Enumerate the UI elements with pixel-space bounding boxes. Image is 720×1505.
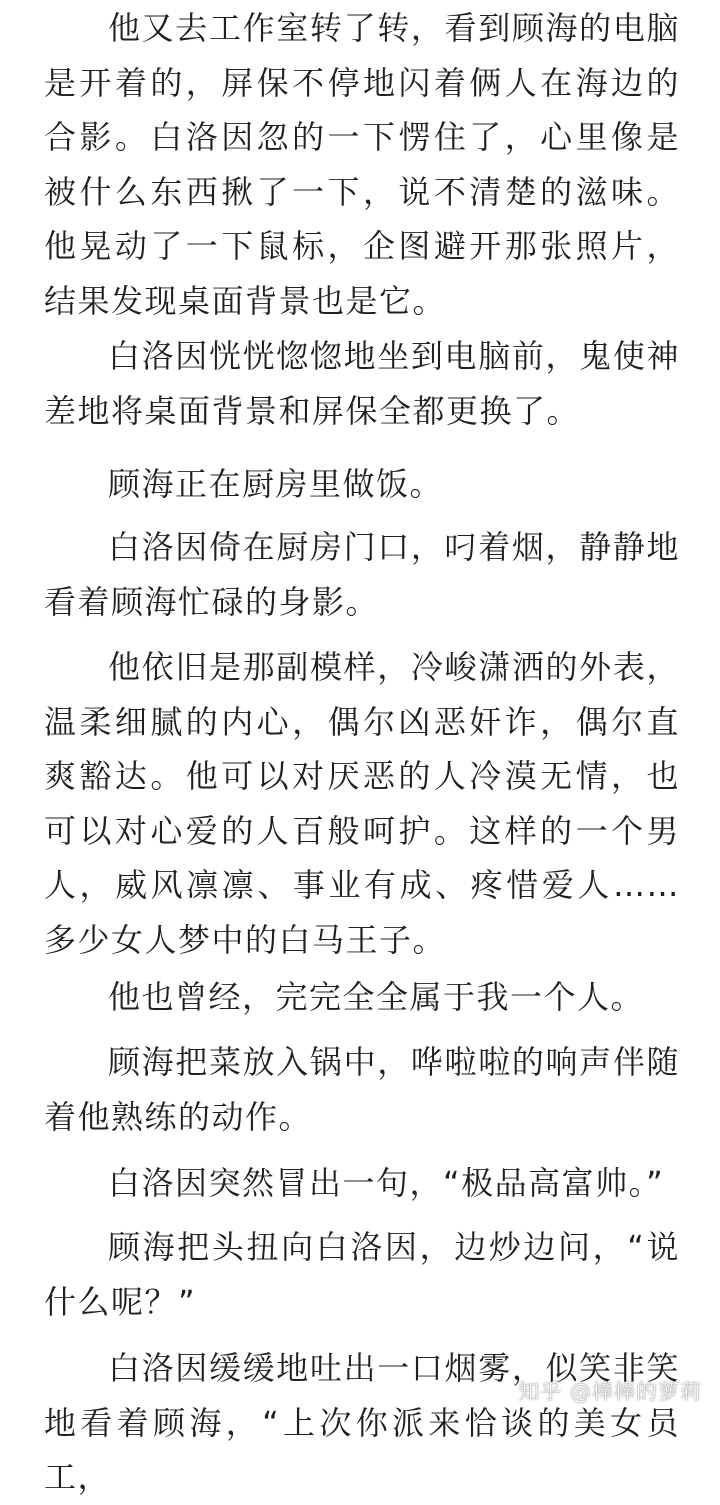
paragraph-6: 他也曾经，完完全全属于我一个人。 — [108, 978, 645, 1016]
paragraph-4: 白洛因倚在厨房门口，叼着烟，静静地看着顾海忙碌的身影。 — [44, 528, 680, 621]
watermark: 知乎 @棒棒的萝莉 — [518, 1380, 702, 1404]
paragraph-8: 白洛因突然冒出一句，“极品高富帅。” — [108, 1164, 665, 1202]
paragraph-10: 白洛因缓缓地吐出一口烟雾，似笑非笑地看着顾海，“上次你派来恰谈的美女员工， — [44, 1349, 680, 1496]
paragraph-2: 白洛因恍恍惚惚地坐到电脑前，鬼使神差地将桌面背景和屏保全都更换了。 — [44, 337, 680, 430]
paragraph-3: 顾海正在厨房里做饭。 — [108, 465, 444, 503]
paragraph-1: 他又去工作室转了转，看到顾海的电脑是开着的，屏保不停地闪着俩人在海边的合影。白洛因忽的一下愣住了，心里像是被什么东西揪了一下，说不清楚的滋味。他晃动了一下鼠标，企图避开那张照片，结果发现桌面背景也是它。 — [44, 9, 680, 320]
paragraph-5: 他依旧是那副模样，冷峻潇洒的外表，温柔细腻的内心，偶尔凶恶奸诈，偶尔直爽豁达。他可以对厌恶的人冷漠无情，也可以对心爱的人百般呵护。这样的一个男人，威风凛凛、事业有成、疼惜爱人……多少女人梦中的白马王子。 — [44, 648, 680, 959]
paragraph-9: 顾海把头扭向白洛因，边炒边问，“说什么呢？” — [44, 1228, 680, 1321]
paragraph-7: 顾海把菜放入锅中，哗啦啦的响声伴随着他熟练的动作。 — [44, 1043, 680, 1136]
